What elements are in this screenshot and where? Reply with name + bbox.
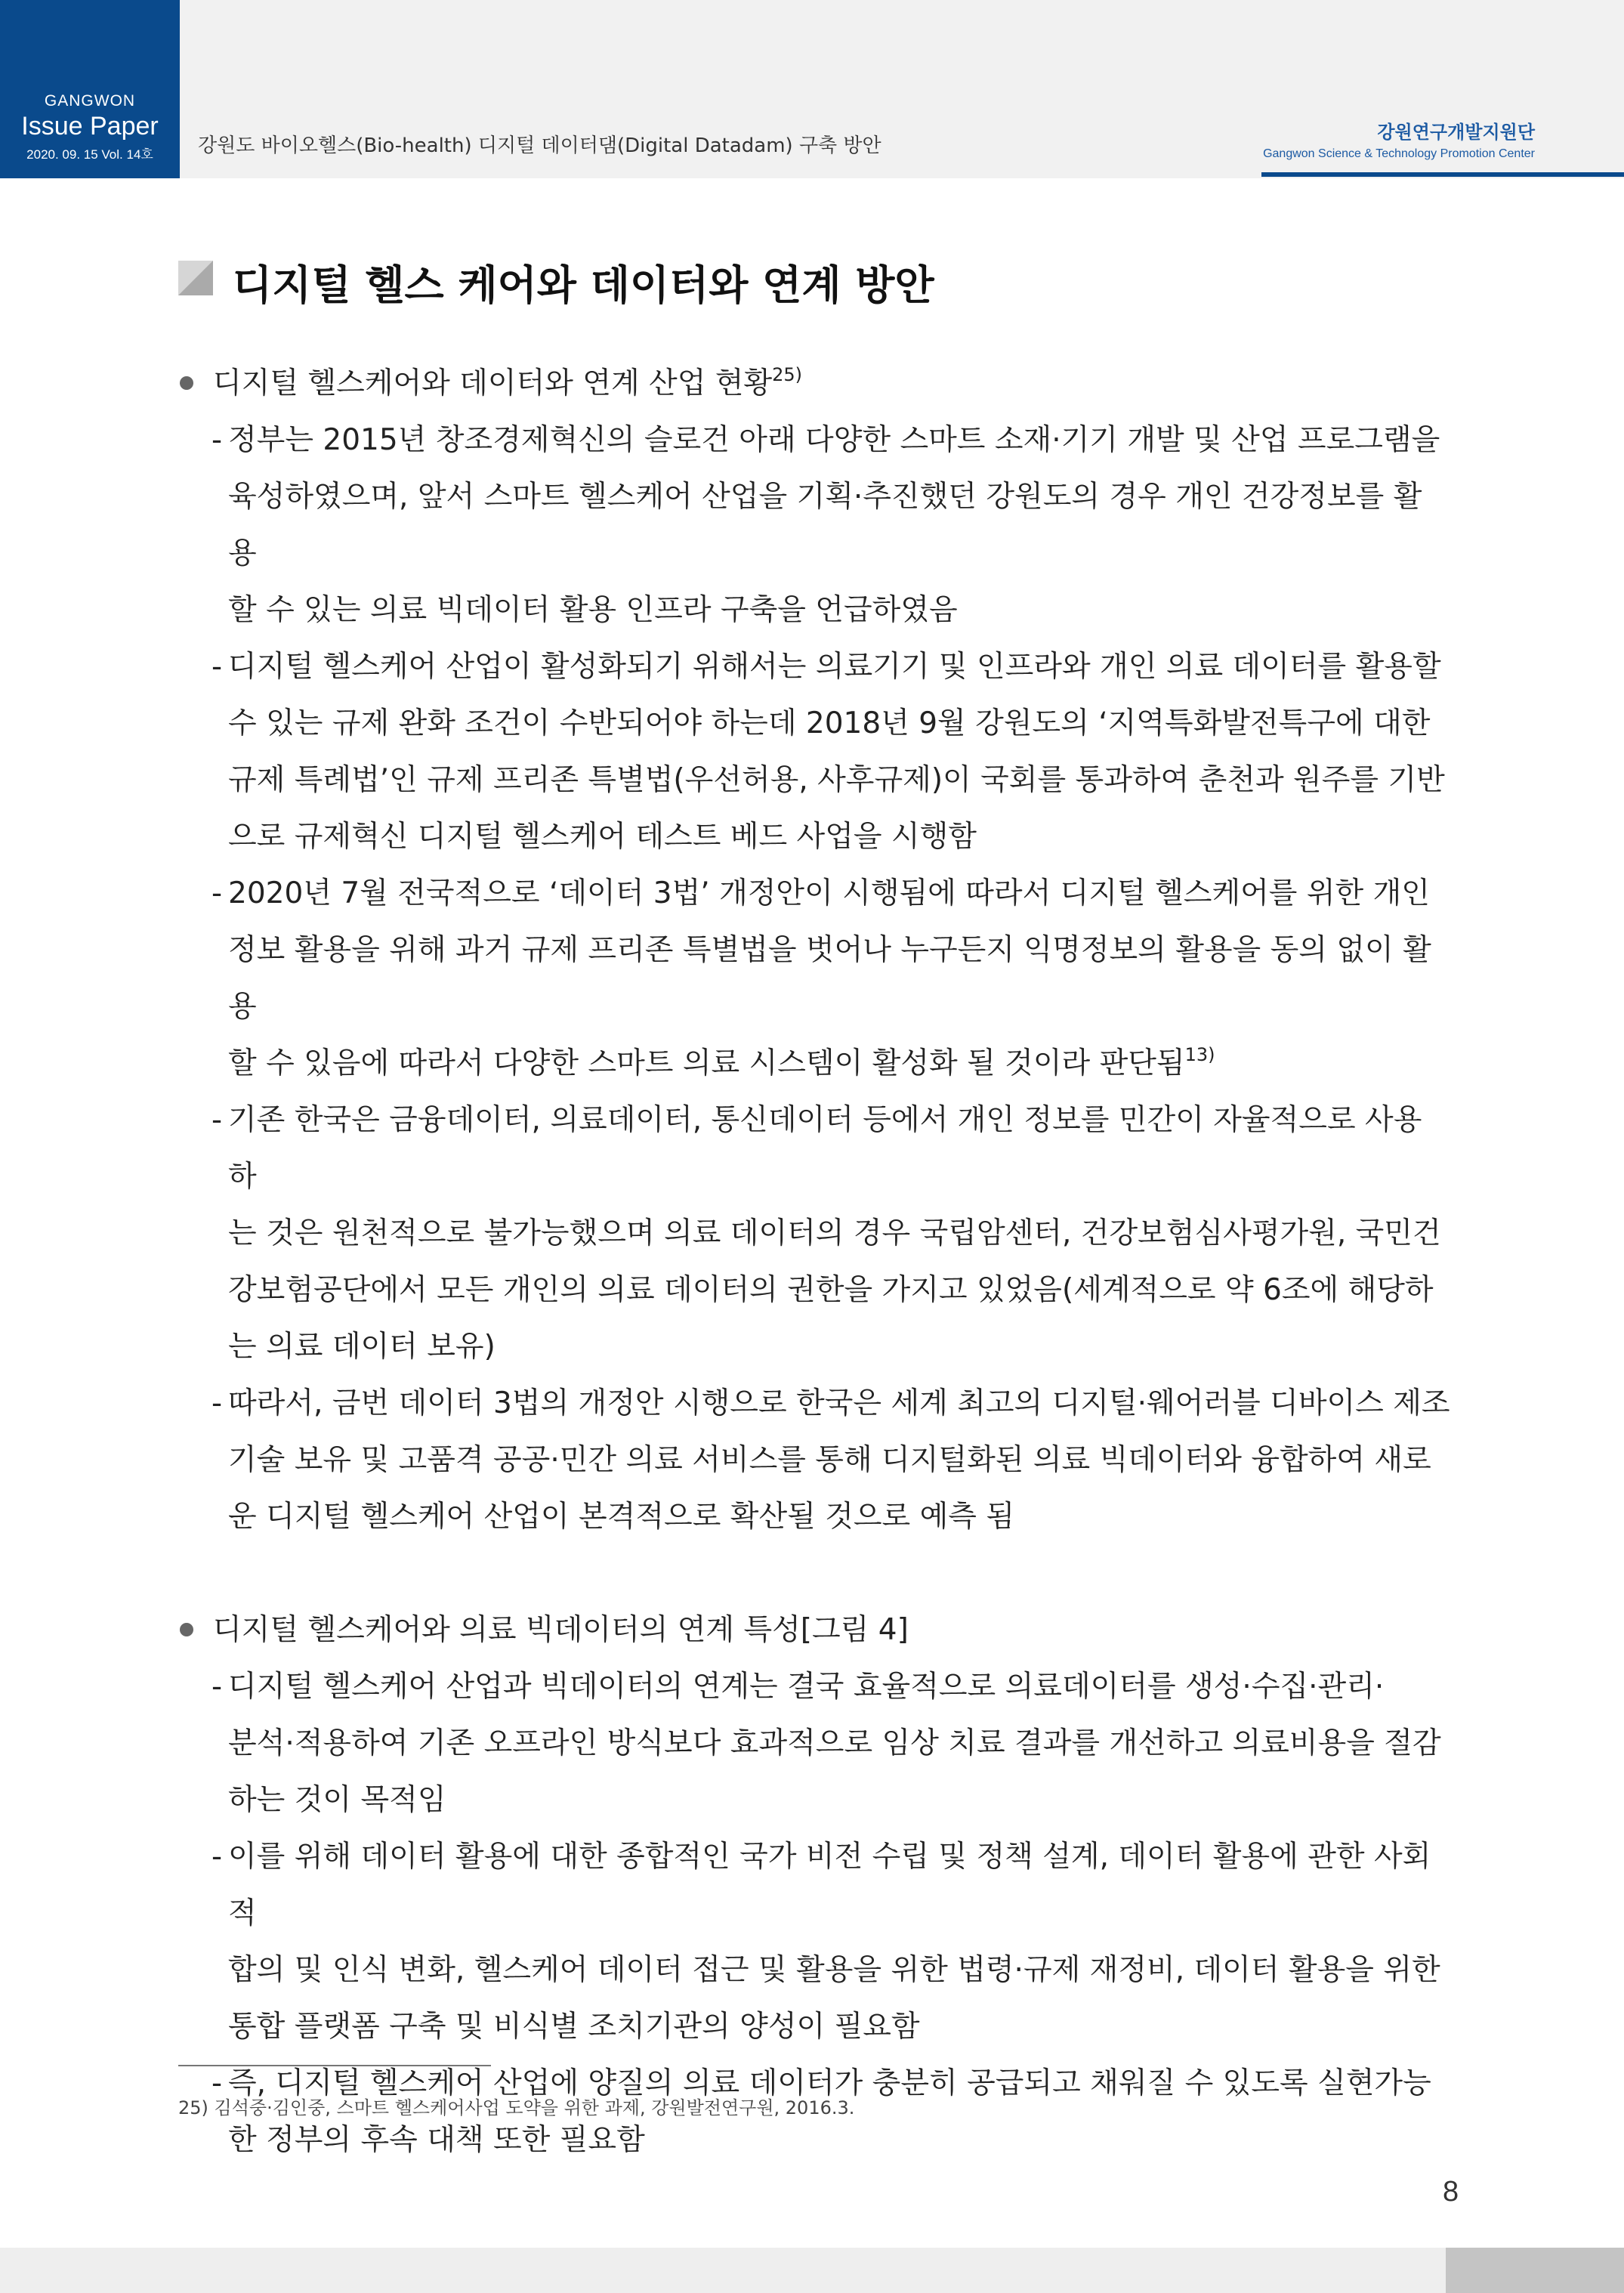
organization-name: 강원연구개발지원단 [1377,122,1535,143]
dash-marker: - [211,2066,223,2100]
line-text: 정보 활용을 위해 과거 규제 프리존 특별법을 벗어나 누구든지 익명정보의 활용을 동의 없이 활용 [228,933,1431,1024]
footer-block [1446,2248,1624,2293]
text-line [228,582,1450,638]
document-title: 강원도 바이오헬스(Bio-health) 디지털 데이터댐(Digital Datadam) 구축 방안 [198,134,881,157]
text-line [228,1432,1450,1488]
line-text: 는 것은 원천적으로 불가능했으며 의료 데이터의 경우 국립암센터, 건강보험심사평가원, 국민건 [228,1216,1441,1250]
bullet-heading-text: 디지털 헬스케어와 의료 빅데이터의 연계 특성[그림 4] [213,1613,909,1647]
line-text: 운 디지털 헬스케어 산업이 본격적으로 확산될 것으로 예측 됨 [228,1500,1015,1534]
dash-marker: - [211,1103,223,1137]
line-text: 하는 것이 목적임 [228,1783,446,1817]
brand-title: Issue Paper [21,112,159,141]
text-line [228,412,1450,468]
text-line [228,865,1450,922]
line-text: 한 정부의 후속 대책 또한 필요함 [228,2123,645,2157]
text-line [228,1262,1450,1318]
footer-bar [0,2248,1624,2293]
text-line [228,1715,1450,1772]
section-square-icon [178,261,213,295]
bullet-heading-text: 디지털 헬스케어와 데이터와 연계 산업 현황 [213,366,773,400]
brand-block [0,0,180,178]
text-line [228,752,1450,808]
dash-marker: - [211,650,223,684]
text-line [228,1772,1450,1828]
text-line [228,1035,1450,1092]
sub-item [174,638,1450,865]
line-text: 디지털 헬스케어 산업과 빅데이터의 연계는 결국 효율적으로 의료데이터를 생성·수집·관리· [228,1670,1385,1704]
brand-top-label: GANGWON [44,92,136,110]
footnote: 25) 김석중·김인중, 스마트 헬스케어사업 도약을 위한 과제, 강원발전연구원, 2016.3. [178,2097,855,2118]
text-line [228,1658,1450,1715]
line-text: 2020년 7월 전국적으로 ‘데이터 3법’ 개정안이 시행됨에 따라서 디지털 헬스케어를 위한 개인 [228,876,1430,910]
main-content [174,355,1450,2168]
paragraph-gap [174,1545,1450,1602]
text-line [228,922,1450,1035]
sub-item [174,1658,1450,1828]
sub-item [174,1828,1450,2055]
line-text: 규제 특례법’인 규제 프리존 특별법(우선허용, 사후규제)이 국회를 통과하여 춘천과 원주를 기반 [228,763,1445,797]
line-text: 통합 플랫폼 구축 및 비식별 조치기관의 양성이 필요함 [228,2010,920,2044]
bullet-heading [174,1602,1450,1658]
footnote-ref: 25) [772,364,803,385]
footnote-divider [178,2065,491,2066]
sub-item [174,1092,1450,1375]
text-line [228,1318,1450,1375]
line-text: 으로 규제혁신 디지털 헬스케어 테스트 베드 사업을 시행함 [228,820,977,854]
text-line [228,1828,1450,1942]
line-text: 분석·적용하여 기존 오프라인 방식보다 효과적으로 임상 치료 결과를 개선하고 의료비용을 절감 [228,1726,1441,1760]
footnote-ref: 13) [1184,1044,1215,1065]
line-text: 는 의료 데이터 보유) [228,1330,496,1364]
dash-marker: - [211,1840,223,1874]
line-text: 즉, 디지털 헬스케어 산업에 양질의 의료 데이터가 충분히 공급되고 채워질 수 있도록 실현가능 [228,2066,1431,2100]
bullet-heading [174,355,1450,412]
line-text: 디지털 헬스케어 산업이 활성화되기 위해서는 의료기기 및 인프라와 개인 의료 데이터를 활용할 [228,650,1441,684]
text-line [228,808,1450,865]
page-number: 8 [1443,2176,1459,2208]
sub-item [174,412,1450,638]
text-line [228,638,1450,695]
line-text: 따라서, 금번 데이터 3법의 개정안 시행으로 한국은 세계 최고의 디지털·웨어러블 디바이스 제조 [228,1386,1450,1420]
bullet-dot-icon [180,1623,193,1636]
line-text: 수 있는 규제 완화 조건이 수반되어야 하는데 2018년 9월 강원도의 ‘지역특화발전특구에 대한 [228,706,1431,740]
text-line [228,1092,1450,1205]
dash-marker: - [211,423,223,457]
dash-marker: - [211,876,223,910]
bullet-section [174,1602,1450,2168]
line-text: 육성하였으며, 앞서 스마트 헬스케어 산업을 기획·추진했던 강원도의 경우 개인 건강정보를 활용 [228,480,1422,570]
sub-item [174,1375,1450,1545]
line-text: 할 수 있음에 따라서 다양한 스마트 의료 시스템이 활성화 될 것이라 판단됨 [228,1046,1185,1080]
header-accent-line [1261,172,1624,177]
line-text: 할 수 있는 의료 빅데이터 활용 인프라 구축을 언급하였음 [228,593,958,627]
line-text: 합의 및 인식 변화, 헬스케어 데이터 접근 및 활용을 위한 법령·규제 재정비, 데이터 활용을 위한 [228,1953,1440,1987]
line-text: 강보험공단에서 모든 개인의 의료 데이터의 권한을 가지고 있었음(세계적으로 약 6조에 해당하 [228,1273,1434,1307]
line-text: 이를 위해 데이터 활용에 대한 종합적인 국가 비전 수립 및 정책 설계, 데이터 활용에 관한 사회적 [228,1840,1431,1930]
line-text: 기존 한국은 금융데이터, 의료데이터, 통신데이터 등에서 개인 정보를 민간이 자율적으로 사용하 [228,1103,1422,1194]
text-line [228,1205,1450,1262]
text-line [228,1375,1450,1432]
text-line [228,695,1450,752]
organization-subtitle: Gangwon Science & Technology Promotion Center [1263,147,1535,160]
sub-item [174,865,1450,1092]
line-text: 정부는 2015년 창조경제혁신의 슬로건 아래 다양한 스마트 소재·기기 개발 및 산업 프로그램을 [228,423,1440,457]
text-line [228,468,1450,582]
dash-marker: - [211,1670,223,1704]
bullet-section [174,355,1450,1545]
section-title: 디지털 헬스 케어와 데이터와 연계 방안 [233,261,934,309]
dash-marker: - [211,1386,223,1420]
line-text: 기술 보유 및 고품격 공공·민간 의료 서비스를 통해 디지털화된 의료 빅데이터와 융합하여 새로 [228,1443,1431,1477]
bullet-dot-icon [180,376,193,390]
text-line [228,1998,1450,2055]
text-line [228,2112,1450,2168]
text-line [228,1488,1450,1545]
issue-date: 2020. 09. 15 Vol. 14호 [26,147,153,162]
text-line [228,1942,1450,1998]
